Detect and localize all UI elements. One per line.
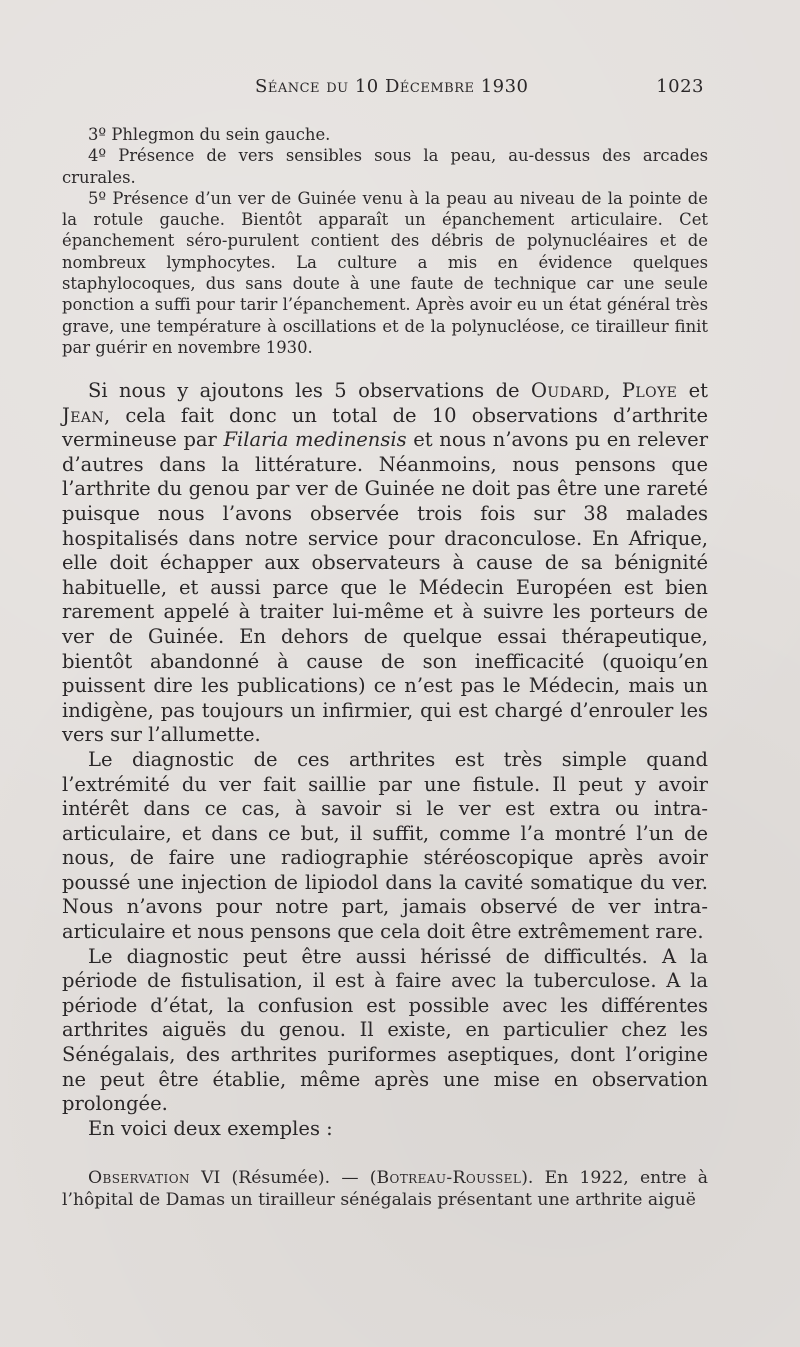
running-title: Séance du 10 Décembre 1930 (255, 76, 529, 97)
observation-authors: Botreau-Roussel (376, 1168, 522, 1188)
author-name: Oudard (530, 379, 605, 402)
list-item: 5º Présence d’un ver de Guinée venu à la peau au niveau de la pointe de la rotule gauche. Bientôt apparaît un épanchement articulaire. Cet épanchement séro-purulent contient des débris de polynucléaires et de nombreux lymphocytes. La culture a mis en évidence quelques staphylocoques, dus sans doute à une faute de technique car une seule ponction a suffi pour tarir l’épanchement. Après avoir eu un état général très grave, une température à oscillations et de la polynucléose, ce tirailleur finit par guérir en novembre 1930. (62, 188, 708, 357)
running-head (90, 76, 710, 102)
case-list (62, 124, 708, 358)
species-name: Filaria medinensis (223, 428, 407, 452)
text-run: ). En 1922, entre à l’hôpital de Damas un tirailleur sénégalais présentant une arthrite aiguë (62, 1168, 708, 1210)
paragraph-examples-intro: En voici deux exemples : (88, 1116, 333, 1140)
page-number: 1023 (656, 76, 704, 97)
list-item: 4º Présence de vers sensibles sous la peau, au-dessus des arcades crurales. (62, 146, 708, 187)
observation-vi (62, 1167, 708, 1211)
text-run: Si nous y ajoutons les 5 observations de (88, 379, 531, 402)
text-run: et nous n’avons pu en relever d’autres dans la littérature. Néanmoins, nous pensons que l’arthrite du genou par ver de Guinée ne doit pas être une rareté puisque nous l’avons observée trois fois sur 38 malades hospitalisés dans notre service pour draconculose. En Afrique, elle doit échapper aux observateurs à cause de sa bénignité habituelle, et aussi parce que le Médecin Européen est bien rarement appelé à traiter lui-même et à suivre les porteurs de ver de Guinée. En dehors de quelque essai thérapeutique, bientôt abandonné à cause de son inefficacité (quoiqu’en puissent dire les publications) ce n’est pas le Médecin, mais un indigène, pas toujours un infirmier, qui est chargé d’enrouler les vers sur l’allumette. (62, 428, 709, 747)
text-run: , cela fait donc un total de 10 observations d’arthrite vermineuse par (62, 403, 708, 452)
list-item: 3º Phlegmon du sein gauche. (88, 125, 331, 144)
text-run: et (677, 379, 708, 402)
author-name: Jean (62, 403, 104, 427)
author-name: Ploye (621, 379, 678, 402)
observation-text (62, 1167, 708, 1211)
text-run: VI (Résumée). — ( (189, 1168, 377, 1188)
observation-label: Observation (88, 1168, 190, 1188)
paragraph-diagnosis-simple: Le diagnostic de ces arthrites est très simple quand l’extrémité du ver fait saillie par une fistule. Il peut y avoir intérêt dans ce cas, à savoir si le ver est extra ou intra-articulaire, et dans ce but, il suffit, comme l’a montré l’un de nous, de faire une radiographie stéréoscopique après avoir poussé une injection de lipiodol dans la cavité somatique du ver. Nous n’avons pour notre part, jamais observé de ver intra-articulaire et nous pensons que cela doit être extrêmement rare. (62, 747, 708, 944)
text-run: , (604, 379, 622, 402)
paragraph-diagnosis-difficult: Le diagnostic peut être aussi hérissé de difficultés. A la période de fistulisation, il est à faire avec la tuberculose. A la période d’état, la confusion est possible avec les différentes arthrites aiguës du genou. Il existe, en particulier chez les Sénégalais, des arthrites puriformes aseptiques, dont l’origine ne peut être établie, même après une mise en observation prolongée. (62, 944, 708, 1116)
main-text (62, 379, 708, 1141)
paragraph-observations-total (62, 379, 708, 748)
